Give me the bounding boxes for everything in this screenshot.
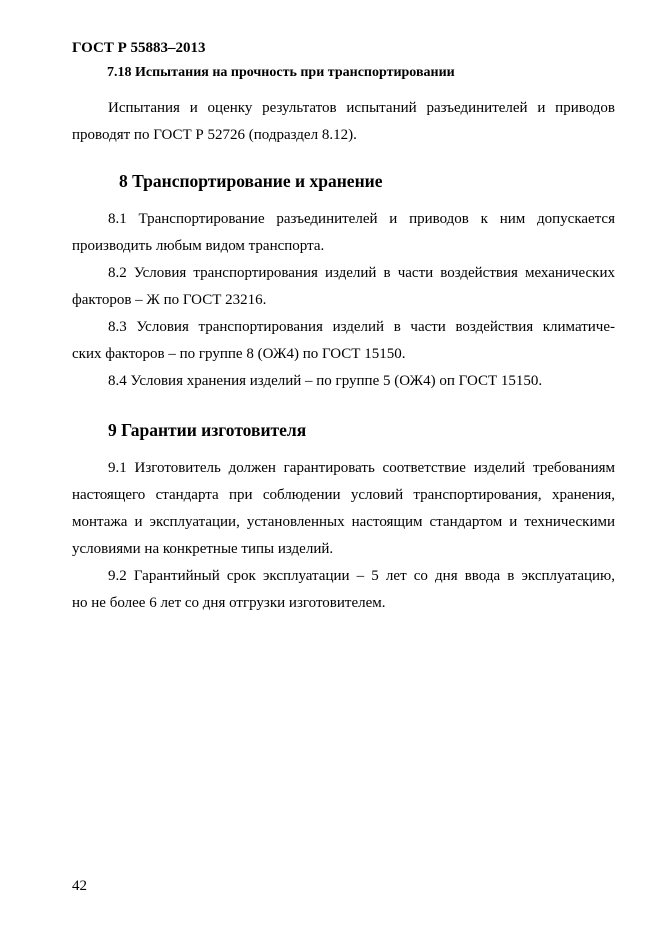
document-header: ГОСТ Р 55883–2013 [72,40,206,56]
paragraph-line: 9.1 Изготовитель должен гарантировать соответствие изделий требованиям [108,460,615,476]
page-number: 42 [72,878,87,894]
paragraph-line: настоящего стандарта при соблюдении условий транспортирования, хранения, [72,487,615,503]
paragraph-line: 9.2 Гарантийный срок эксплуатации – 5 лет со дня ввода в эксплуатацию, [108,568,615,584]
section-9-title: 9 Гарантии изготовителя [108,420,307,440]
paragraph-line: ских факторов – по группе 8 (ОЖ4) по ГОСТ 15150. [72,346,406,362]
section-8-title: 8 Транспортирование и хранение [119,171,383,191]
paragraph-line: 8.2 Условия транспортирования изделий в части воздействия механических [108,265,615,281]
paragraph-line: 8.1 Транспортирование разъединителей и приводов к ним допускается [108,211,615,227]
paragraph-line: монтажа и эксплуатации, установленных настоящим стандартом и техническими [72,514,615,530]
paragraph-line: проводят по ГОСТ Р 52726 (подраздел 8.12). [72,127,357,143]
paragraph-line: 8.4 Условия хранения изделий – по группе 5 (ОЖ4) оп ГОСТ 15150. [108,373,543,389]
paragraph-line: производить любым видом транспорта. [72,238,325,254]
section-9-body [72,455,615,617]
paragraph-line: условиями на конкретные типы изделий. [72,541,334,557]
paragraph-line: 8.3 Условия транспортирования изделий в части воздействия климатиче- [108,319,615,335]
paragraph-line: Испытания и оценку результатов испытаний разъединителей и приводов [108,100,615,116]
subsection-7-18-title: 7.18 Испытания на прочность при транспортировании [107,65,455,80]
section-8-body [72,206,615,395]
subsection-7-18-paragraph [72,95,615,149]
paragraph-line: но не более 6 лет со дня отгрузки изготовителем. [72,595,386,611]
paragraph-line: факторов – Ж по ГОСТ 23216. [72,292,267,308]
